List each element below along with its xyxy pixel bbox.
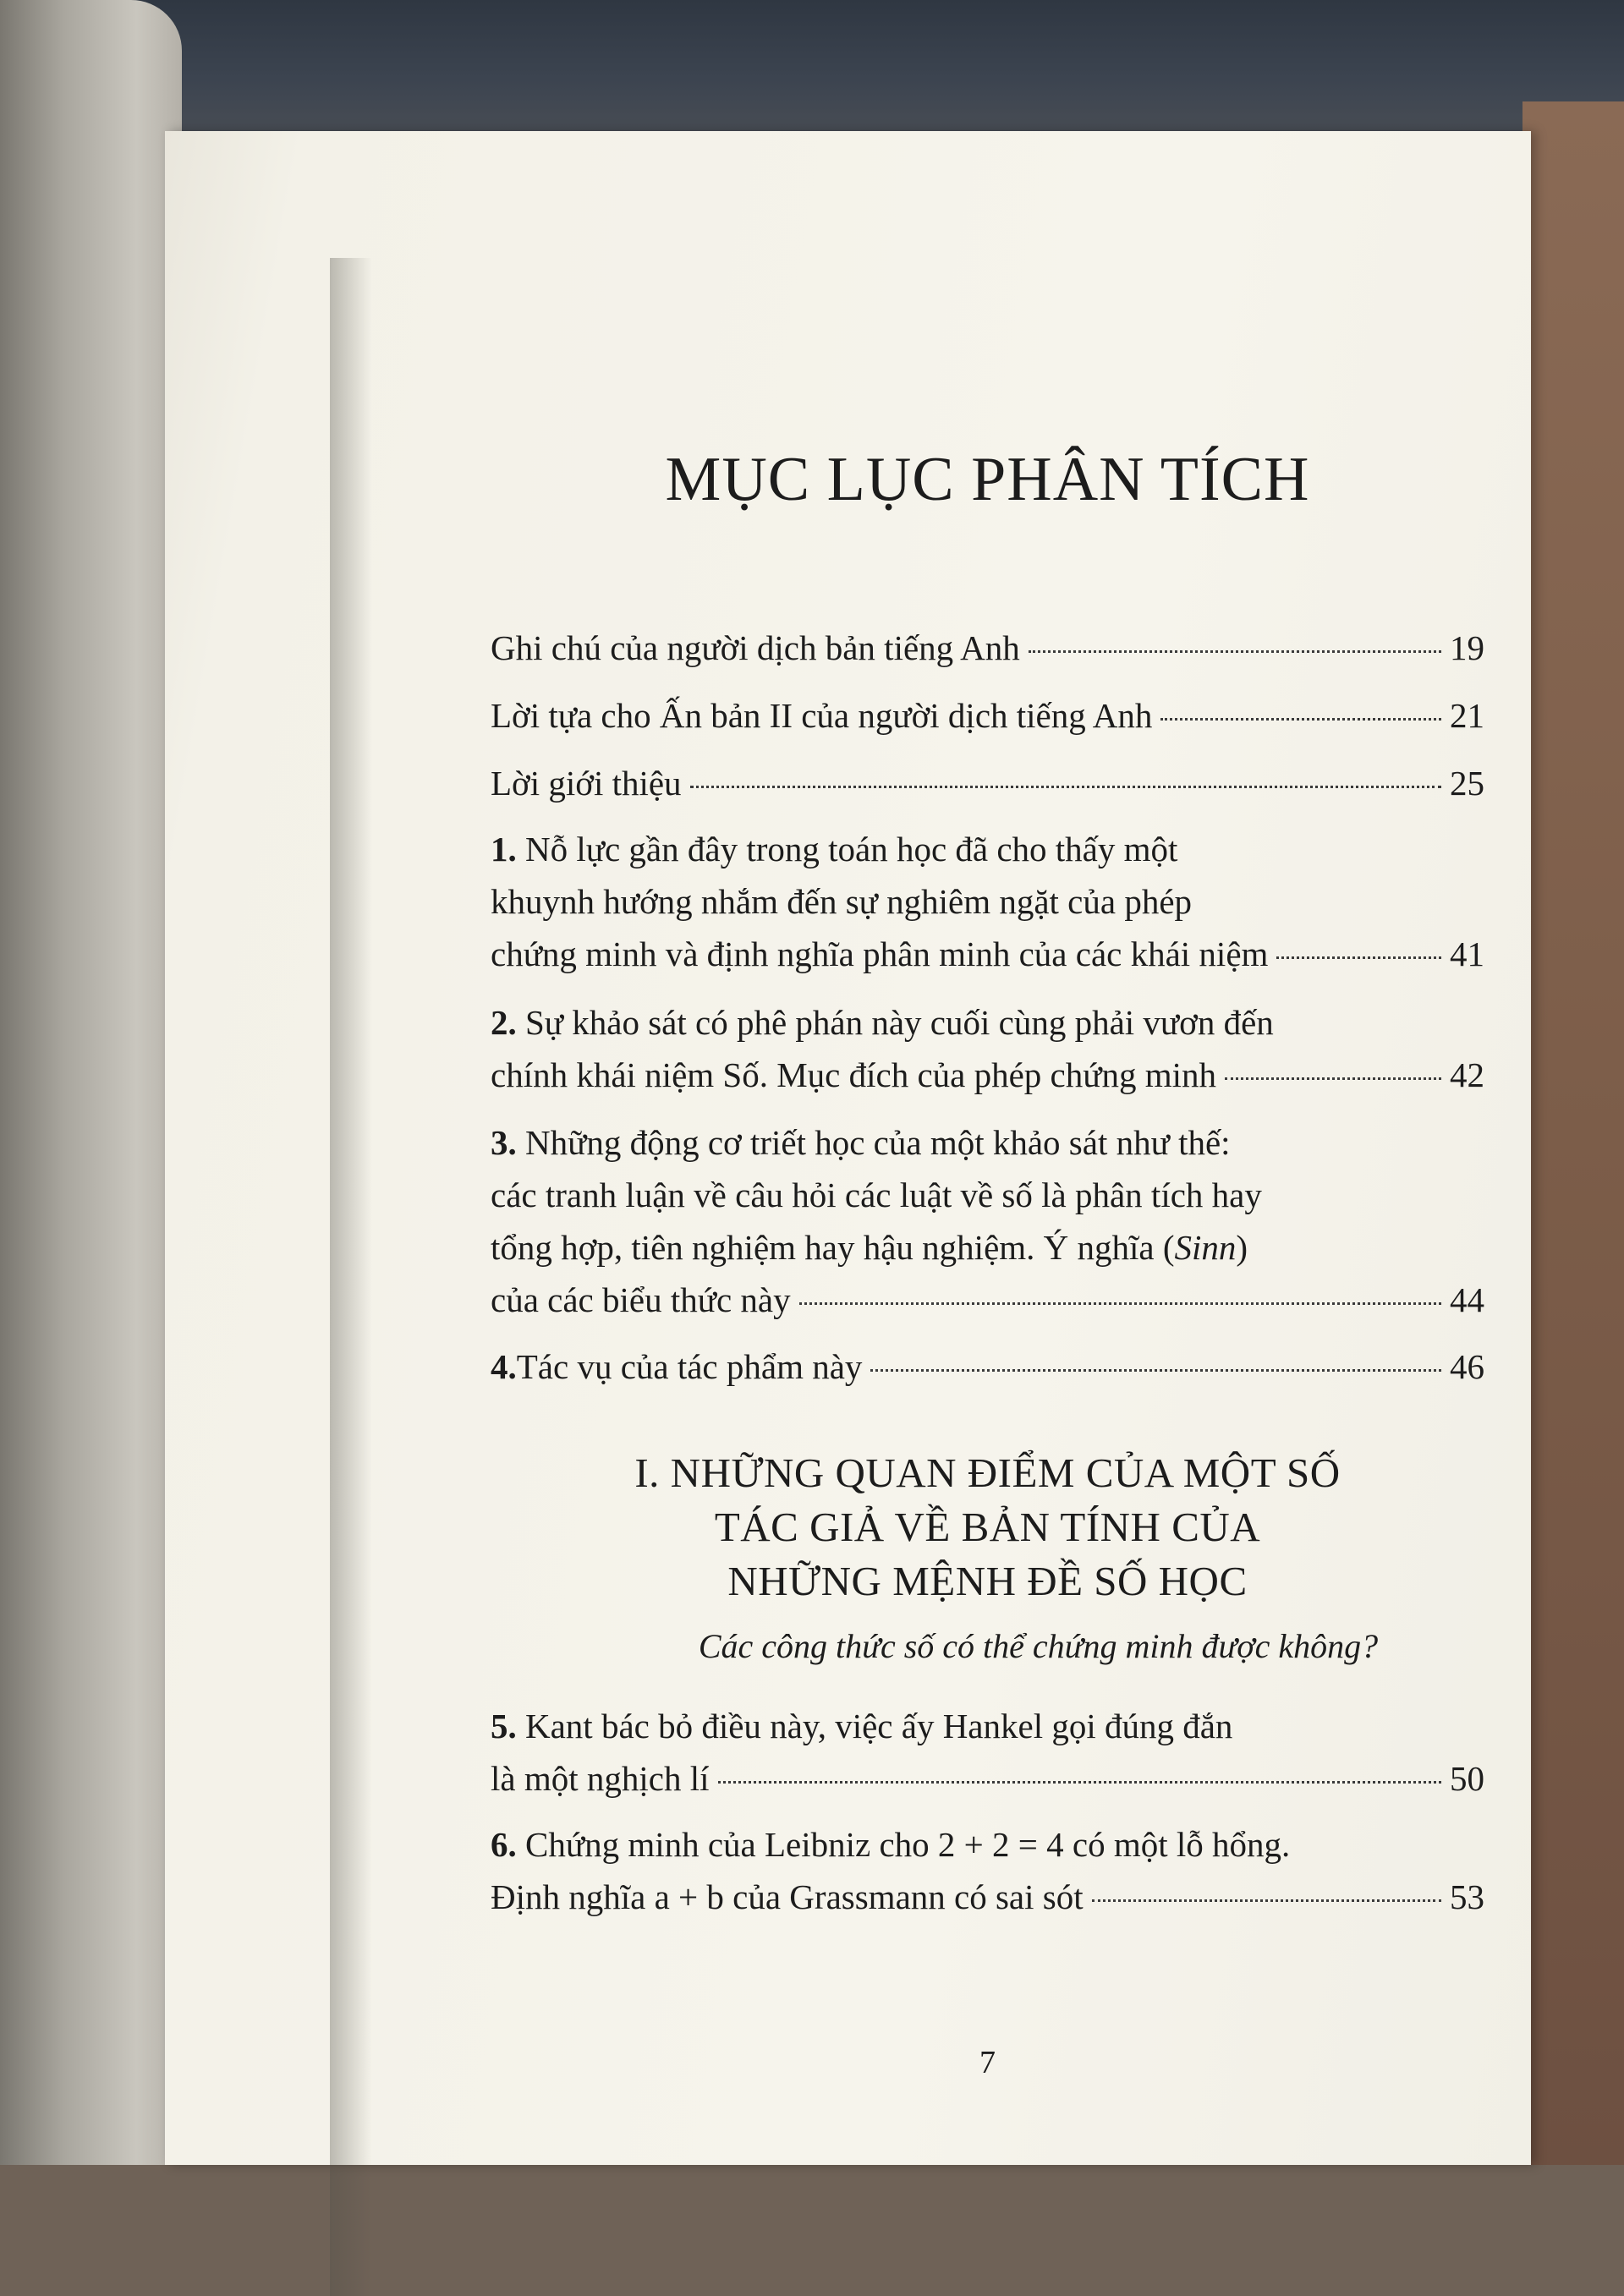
toc-entry	[491, 823, 1484, 980]
toc-entry-number: 6.	[491, 1825, 517, 1864]
dot-leader	[1276, 956, 1441, 959]
toc-entry-page: 41	[1450, 934, 1484, 973]
background-surface	[0, 0, 1624, 144]
page-content	[491, 131, 1484, 2165]
toc-entry-text: Chứng minh của Leibniz cho 2 + 2 = 4 có một lỗ hổng.	[516, 1825, 1291, 1864]
toc-entry-text: Lời giới thiệu	[491, 764, 682, 803]
toc-entry-number: 4.	[491, 1347, 517, 1386]
dot-leader	[1029, 650, 1441, 653]
toc-entry-number: 2.	[491, 1003, 517, 1042]
section-heading	[592, 1446, 1383, 1608]
dot-leader	[870, 1369, 1441, 1372]
dot-leader	[1092, 1899, 1441, 1902]
toc-entry-line	[491, 757, 1484, 809]
dot-leader	[718, 1781, 1442, 1784]
dot-leader	[799, 1302, 1441, 1305]
table-edge	[1522, 101, 1624, 2165]
dot-leader	[690, 786, 1441, 788]
toc-entry-text: chính khái niệm Số. Mục đích của phép chứng minh	[491, 1055, 1216, 1094]
toc-entry-line	[491, 622, 1484, 674]
toc-entry-text: Định nghĩa a + b của Grassmann có sai sót	[491, 1877, 1084, 1916]
toc-entry	[491, 757, 1484, 809]
toc-entry-text: Kant bác bỏ điều này, việc ấy Hankel gọi đúng đắn	[516, 1707, 1233, 1745]
page-number: 7	[979, 2045, 996, 2080]
toc-entry-line	[491, 1274, 1484, 1326]
toc-entry-line	[491, 1340, 1484, 1393]
section-subtitle: Các công thức số có thể chứng minh được không?	[698, 1627, 1379, 1665]
toc-entry	[491, 996, 1484, 1101]
toc-entry-number: 1.	[491, 830, 517, 869]
toc-entry-line	[491, 928, 1484, 980]
dot-leader	[1160, 718, 1441, 721]
toc-entry-page: 50	[1450, 1759, 1484, 1798]
toc-entry	[491, 1340, 1484, 1393]
toc-entry-page: 42	[1450, 1055, 1484, 1094]
toc-entry-text: Tác vụ của tác phẩm này	[516, 1347, 863, 1386]
toc-entry-line	[491, 1700, 1484, 1752]
toc-entry-line	[491, 875, 1484, 928]
toc-entry	[491, 1818, 1484, 1923]
toc-entry-text: tổng hợp, tiên nghiệm hay hậu nghiệm. Ý nghĩa (Sinn)	[491, 1228, 1248, 1267]
toc-entry	[491, 622, 1484, 674]
dot-leader	[1225, 1077, 1441, 1080]
toc-entry-page: 19	[1450, 628, 1484, 667]
toc-entry	[491, 1116, 1484, 1326]
toc-entry-page: 21	[1450, 696, 1484, 735]
page-title: MỤC LỤC PHÂN TÍCH	[665, 445, 1310, 514]
toc-entry-number: 5.	[491, 1707, 517, 1745]
toc-entry	[491, 1700, 1484, 1805]
toc-entry-page: 25	[1450, 764, 1484, 803]
toc-entry-line	[491, 1049, 1484, 1101]
section-heading-line: NHỮNG MỆNH ĐỀ SỐ HỌC	[727, 1558, 1248, 1604]
toc-entry-text: chứng minh và định nghĩa phân minh của các khái niệm	[491, 934, 1269, 973]
toc-entry-line	[491, 823, 1484, 875]
toc-entry-page: 53	[1450, 1877, 1484, 1916]
page-gutter-shadow	[330, 258, 372, 2296]
toc-entry-text: là một nghịch lí	[491, 1759, 710, 1798]
toc-entry-line	[491, 1221, 1484, 1274]
toc-entry-line	[491, 1871, 1484, 1923]
toc-entry-line	[491, 689, 1484, 742]
facing-page-edge	[0, 0, 182, 2165]
toc-entry-page: 46	[1450, 1347, 1484, 1386]
toc-entry-line	[491, 1752, 1484, 1805]
section-heading-line: I. NHỮNG QUAN ĐIỂM CỦA MỘT SỐ	[634, 1449, 1341, 1496]
toc-entry-text: Những động cơ triết học của một khảo sát như thế:	[516, 1123, 1231, 1162]
book-page	[165, 131, 1531, 2165]
toc-entry-line	[491, 1818, 1484, 1871]
toc-entry-text: các tranh luận về câu hỏi các luật về số là phân tích hay	[491, 1175, 1262, 1214]
toc-entry	[491, 689, 1484, 742]
section-heading-line: TÁC GIẢ VỀ BẢN TÍNH CỦA	[714, 1504, 1261, 1550]
toc-entry-page: 44	[1450, 1280, 1484, 1319]
toc-entry-line	[491, 1116, 1484, 1169]
toc-entry-text: khuynh hướng nhắm đến sự nghiêm ngặt của phép	[491, 882, 1193, 921]
toc-entry-text: Nỗ lực gần đây trong toán học đã cho thấy một	[516, 830, 1178, 869]
toc-entry-text: của các biểu thức này	[491, 1280, 791, 1319]
italic-term: Sinn	[1174, 1228, 1237, 1267]
toc-entry-line	[491, 1169, 1484, 1221]
toc-entry-line	[491, 996, 1484, 1049]
toc-entry-text: Lời tựa cho Ấn bản II của người dịch tiếng Anh	[491, 696, 1153, 735]
toc-entry-text: Ghi chú của người dịch bản tiếng Anh	[491, 628, 1020, 667]
toc-entry-text: Sự khảo sát có phê phán này cuối cùng phải vươn đến	[516, 1003, 1274, 1042]
toc-entry-number: 3.	[491, 1123, 517, 1162]
